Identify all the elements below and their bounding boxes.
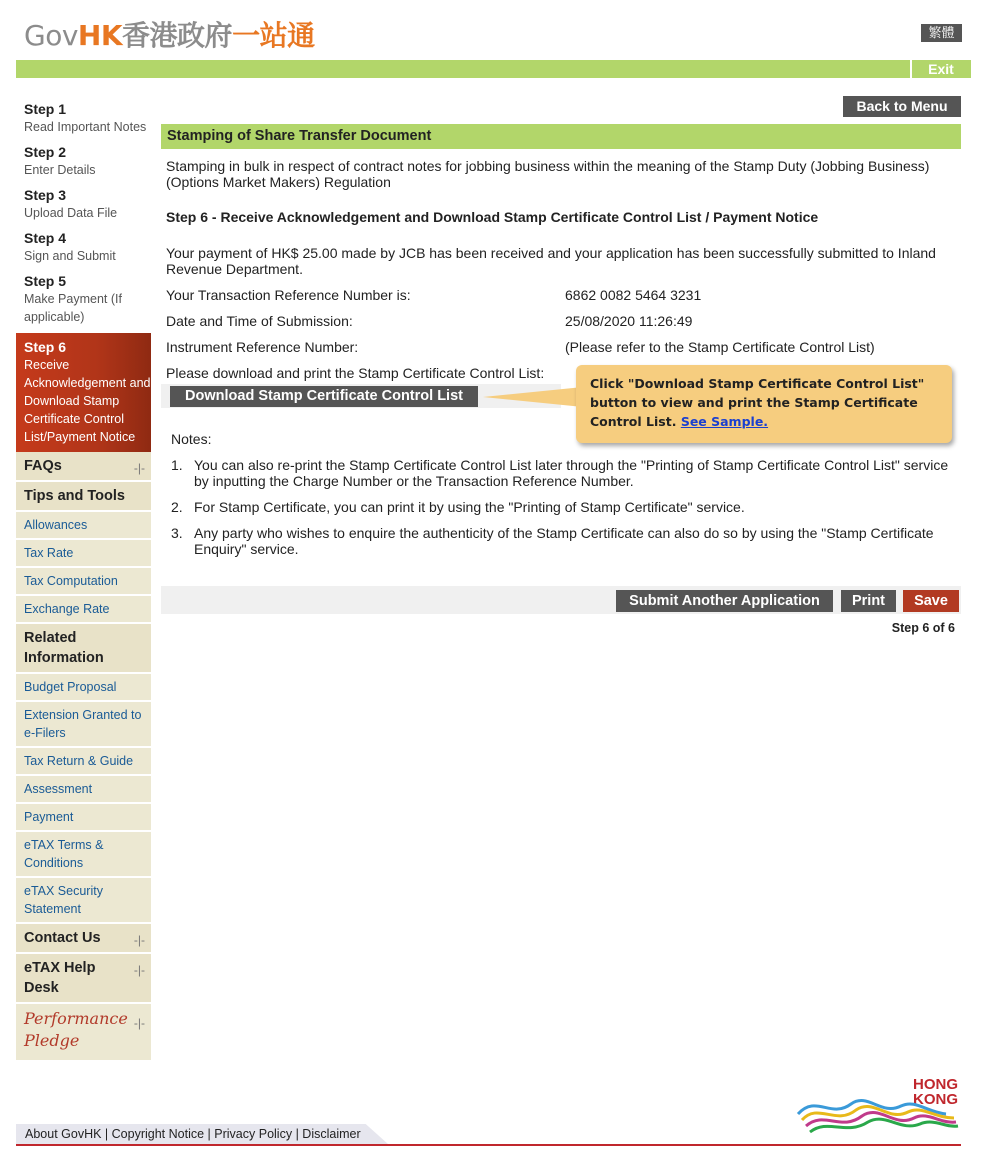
- payment-confirmation: Your payment of HK$ 25.00 made by JCB has been received and your application has been successfully submitted to Inland Revenue Department.: [166, 245, 936, 277]
- note-text: Any party who wishes to enquire the authenticity of the Stamp Certificate can also do so by using the "Stamp Certificate Enquiry" service.: [194, 525, 934, 557]
- sidebar-step-3: [16, 182, 151, 225]
- footer-divider: [16, 1144, 961, 1146]
- submission-date-value: 25/08/2020 11:26:49: [565, 313, 693, 329]
- exit-button[interactable]: Exit: [910, 60, 970, 78]
- expand-icon: -|-: [133, 461, 145, 475]
- footer-separator: |: [295, 1127, 299, 1141]
- nav-link-payment[interactable]: Payment: [16, 804, 151, 832]
- nav-faqs[interactable]: [16, 452, 151, 482]
- note-item: [171, 525, 956, 557]
- service-description: Stamping in bulk in respect of contract notes for jobbing business within the meaning of the Stamp Duty (Jobbing Business) (Options Market Makers) Regulation: [166, 158, 930, 190]
- top-green-bar: [16, 60, 971, 78]
- footer-privacy-link[interactable]: Privacy Policy: [214, 1127, 293, 1141]
- nav-related-information: [16, 624, 151, 674]
- footer-links: [16, 1124, 361, 1144]
- callout-text: Click "Download Stamp Certificate Control List" button to view and print the Stamp Certificate Control List.: [590, 376, 925, 429]
- step-title: Step 3: [24, 187, 67, 203]
- submission-date-label: Date and Time of Submission:: [166, 313, 353, 329]
- expand-icon: -|-: [133, 963, 145, 977]
- nav-link-etax-terms[interactable]: eTAX Terms & Conditions: [16, 832, 151, 878]
- govhk-logo[interactable]: [24, 14, 315, 54]
- txn-ref-value: 6862 0082 5464 3231: [565, 287, 702, 303]
- language-toggle-button[interactable]: 繁體: [921, 24, 962, 42]
- nav-tips-label: Tips and Tools: [24, 488, 125, 504]
- step-heading: Step 6 - Receive Acknowledgement and Download Stamp Certificate Control List / Payment Notice: [166, 209, 819, 225]
- sidebar-step-5: [16, 268, 151, 329]
- step-title: Step 2: [24, 144, 67, 160]
- footer-copyright-link[interactable]: Copyright Notice: [111, 1127, 205, 1141]
- note-number: 2.: [171, 499, 183, 515]
- header: [0, 0, 984, 60]
- step-desc: Upload Data File: [24, 206, 118, 220]
- instrument-ref-value: (Please refer to the Stamp Certificate Control List): [565, 339, 875, 355]
- instrument-ref-label: Instrument Reference Number:: [166, 339, 359, 355]
- footer-about-link[interactable]: About GovHK: [25, 1127, 102, 1141]
- nav-link-allowances[interactable]: Allowances: [16, 512, 151, 540]
- nav-link-tax-return-guide[interactable]: Tax Return & Guide: [16, 748, 151, 776]
- step-title: Step 4: [24, 230, 67, 246]
- notes-heading: Notes:: [171, 431, 212, 447]
- step-desc: Enter Details: [24, 163, 96, 177]
- note-number: 1.: [171, 457, 183, 473]
- sidebar-step-6-active: [16, 333, 151, 452]
- step-desc: Sign and Submit: [24, 249, 116, 263]
- sidebar-step-2: [16, 139, 151, 182]
- txn-ref-label: Your Transaction Reference Number is:: [166, 287, 411, 303]
- step-desc: Make Payment (If applicable): [24, 292, 122, 324]
- step-counter: Step 6 of 6: [891, 621, 955, 635]
- pledge-line-1: Performance: [24, 1009, 128, 1028]
- step-desc: Receive Acknowledgement and Download Stamp Certificate Control List/Payment Notice: [24, 358, 151, 444]
- nav-tips-and-tools: [16, 482, 151, 512]
- nav-link-budget-proposal[interactable]: Budget Proposal: [16, 674, 151, 702]
- download-prompt: Please download and print the Stamp Certificate Control List:: [166, 365, 545, 381]
- nav-link-extension-granted[interactable]: Extension Granted to e-Filers: [16, 702, 151, 748]
- note-number: 3.: [171, 525, 183, 541]
- footer-separator: |: [207, 1127, 211, 1141]
- nav-link-assessment[interactable]: Assessment: [16, 776, 151, 804]
- nav-performance-pledge[interactable]: [16, 1004, 151, 1060]
- nav-contact-us[interactable]: [16, 924, 151, 954]
- nav-related-label: Related Information: [24, 630, 104, 666]
- nav-link-tax-computation[interactable]: Tax Computation: [16, 568, 151, 596]
- footer-disclaimer-link[interactable]: Disclaimer: [302, 1127, 361, 1141]
- download-control-list-button[interactable]: Download Stamp Certificate Control List: [170, 386, 478, 407]
- txn-ref-row: [166, 287, 956, 303]
- note-item: [171, 457, 956, 489]
- sidebar-step-4: [16, 225, 151, 268]
- note-item: [171, 499, 956, 515]
- step-title: Step 1: [24, 101, 67, 117]
- step-desc: Read Important Notes: [24, 120, 147, 134]
- page-title: Stamping of Share Transfer Document: [161, 124, 961, 149]
- help-callout: [576, 365, 952, 443]
- brand-line-1: HONG: [913, 1076, 958, 1093]
- instrument-ref-row: [166, 339, 956, 355]
- print-button[interactable]: Print: [841, 590, 896, 612]
- nav-faqs-label: FAQs: [24, 458, 62, 474]
- brand-hong-kong-logo: [796, 1074, 962, 1138]
- nav-link-exchange-rate[interactable]: Exchange Rate: [16, 596, 151, 624]
- nav-contact-label: Contact Us: [24, 930, 101, 946]
- expand-icon: -|-: [133, 1016, 145, 1030]
- logo-zh-name: 香港政府: [122, 19, 233, 52]
- callout-pointer: [483, 385, 583, 409]
- nav-link-tax-rate[interactable]: Tax Rate: [16, 540, 151, 568]
- logo-zh-portal: 一站通: [232, 19, 315, 52]
- step-title: Step 6: [24, 339, 67, 355]
- back-to-menu-button[interactable]: Back to Menu: [843, 96, 961, 117]
- sidebar-step-1: [16, 96, 151, 139]
- nav-etax-help-desk[interactable]: [16, 954, 151, 1004]
- note-text: You can also re-print the Stamp Certificate Control List later through the "Printing of Stamp Certificate Control List" service by inputting the Charge Number or the Transaction Reference Number.: [194, 457, 949, 489]
- logo-gov: Gov: [24, 19, 78, 52]
- logo-hk: HK: [77, 19, 123, 52]
- step-title: Step 5: [24, 273, 67, 289]
- footer-separator: |: [104, 1127, 109, 1141]
- note-text: For Stamp Certificate, you can print it by using the "Printing of Stamp Certificate" service.: [194, 499, 745, 515]
- save-button[interactable]: Save: [903, 590, 959, 612]
- submit-another-application-button[interactable]: Submit Another Application: [616, 590, 833, 612]
- see-sample-link[interactable]: See Sample.: [680, 414, 769, 429]
- submission-date-row: [166, 313, 956, 329]
- pledge-line-2: Pledge: [24, 1031, 80, 1050]
- expand-icon: -|-: [133, 933, 145, 947]
- sidebar: [16, 96, 151, 1060]
- brand-line-2: KONG: [913, 1091, 958, 1108]
- nav-helpdesk-label: eTAX Help Desk: [24, 960, 96, 996]
- nav-link-etax-security[interactable]: eTAX Security Statement: [16, 878, 151, 924]
